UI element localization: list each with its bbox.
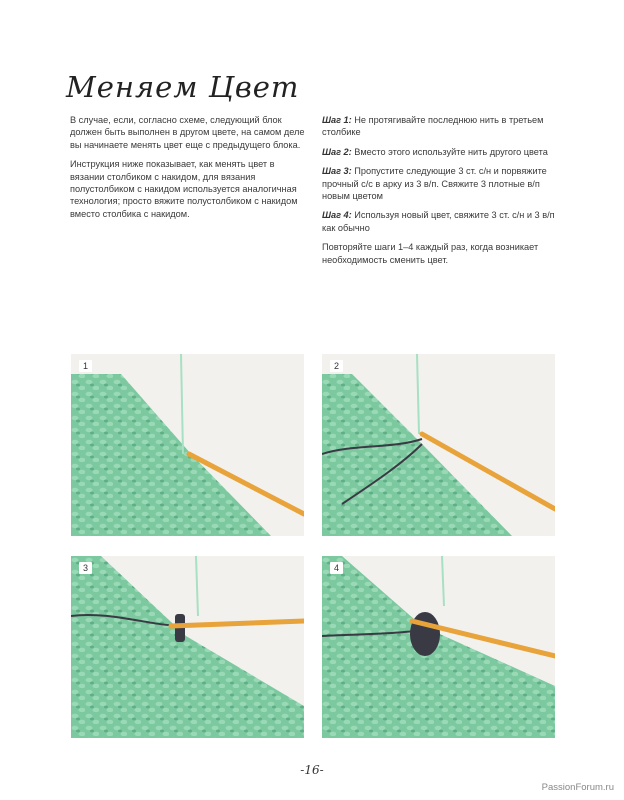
step-photo-1 bbox=[71, 354, 304, 536]
step-4-text: Используя новый цвет, свяжите 3 ст. с/н и 3 в/п как обычно bbox=[322, 210, 555, 233]
step-1 bbox=[322, 114, 557, 139]
closing-text: Повторяйте шаги 1–4 каждый раз, когда возникает необходимость сменить цвет. bbox=[322, 242, 539, 265]
step-photo-2 bbox=[322, 354, 555, 536]
step-3-text: Пропустите следующие 3 ст. с/н и порвяжите прочный с/с в арку из 3 в/п. Свяжите 3 плотные в/п новым цветом bbox=[322, 166, 547, 202]
crochet-photo-1-icon bbox=[71, 354, 304, 536]
page-number: -16- bbox=[300, 763, 324, 777]
photo-number-2: 2 bbox=[330, 360, 343, 372]
step-1-text: Не протягивайте последнюю нить в третьем столбике bbox=[322, 115, 544, 138]
crochet-photo-2-icon bbox=[322, 354, 555, 536]
step-4 bbox=[322, 209, 557, 234]
page-title: Меняем Цвет bbox=[66, 70, 300, 104]
watermark: PassionForum.ru bbox=[541, 782, 614, 793]
crochet-photo-3-icon bbox=[71, 556, 304, 738]
intro-paragraph-2: Инструкция ниже показывает, как менять цвет в вязании столбиком с накидом, для вязания полустолбиком с накидом используется аналогичная технология; просто вяжите полустолбиком с накидом вместо столбика с накидом. bbox=[70, 159, 298, 219]
step-2-label: Шаг 2: bbox=[322, 146, 352, 157]
step-4-label: Шаг 4: bbox=[322, 210, 352, 221]
crochet-photo-4-icon bbox=[322, 556, 555, 738]
photo-number-3: 3 bbox=[79, 562, 92, 574]
photo-number-1: 1 bbox=[79, 360, 92, 372]
intro-paragraph-1: В случае, если, согласно схеме, следующий блок должен быть выполнен в другом цвете, на самом деле вы начинаете менять цвет еще с предыдущего блока. bbox=[70, 115, 305, 150]
step-2 bbox=[322, 146, 557, 158]
step-photo-3 bbox=[71, 556, 304, 738]
step-1-label: Шаг 1: bbox=[322, 115, 352, 125]
photo-number-4: 4 bbox=[330, 562, 343, 574]
step-2-text: Вместо этого используйте нить другого цвета bbox=[354, 146, 548, 157]
step-3-label: Шаг 3: bbox=[322, 166, 352, 177]
step-photo-4 bbox=[322, 556, 555, 738]
intro-text bbox=[70, 114, 305, 227]
step-3 bbox=[322, 165, 557, 202]
steps-text bbox=[322, 114, 557, 273]
